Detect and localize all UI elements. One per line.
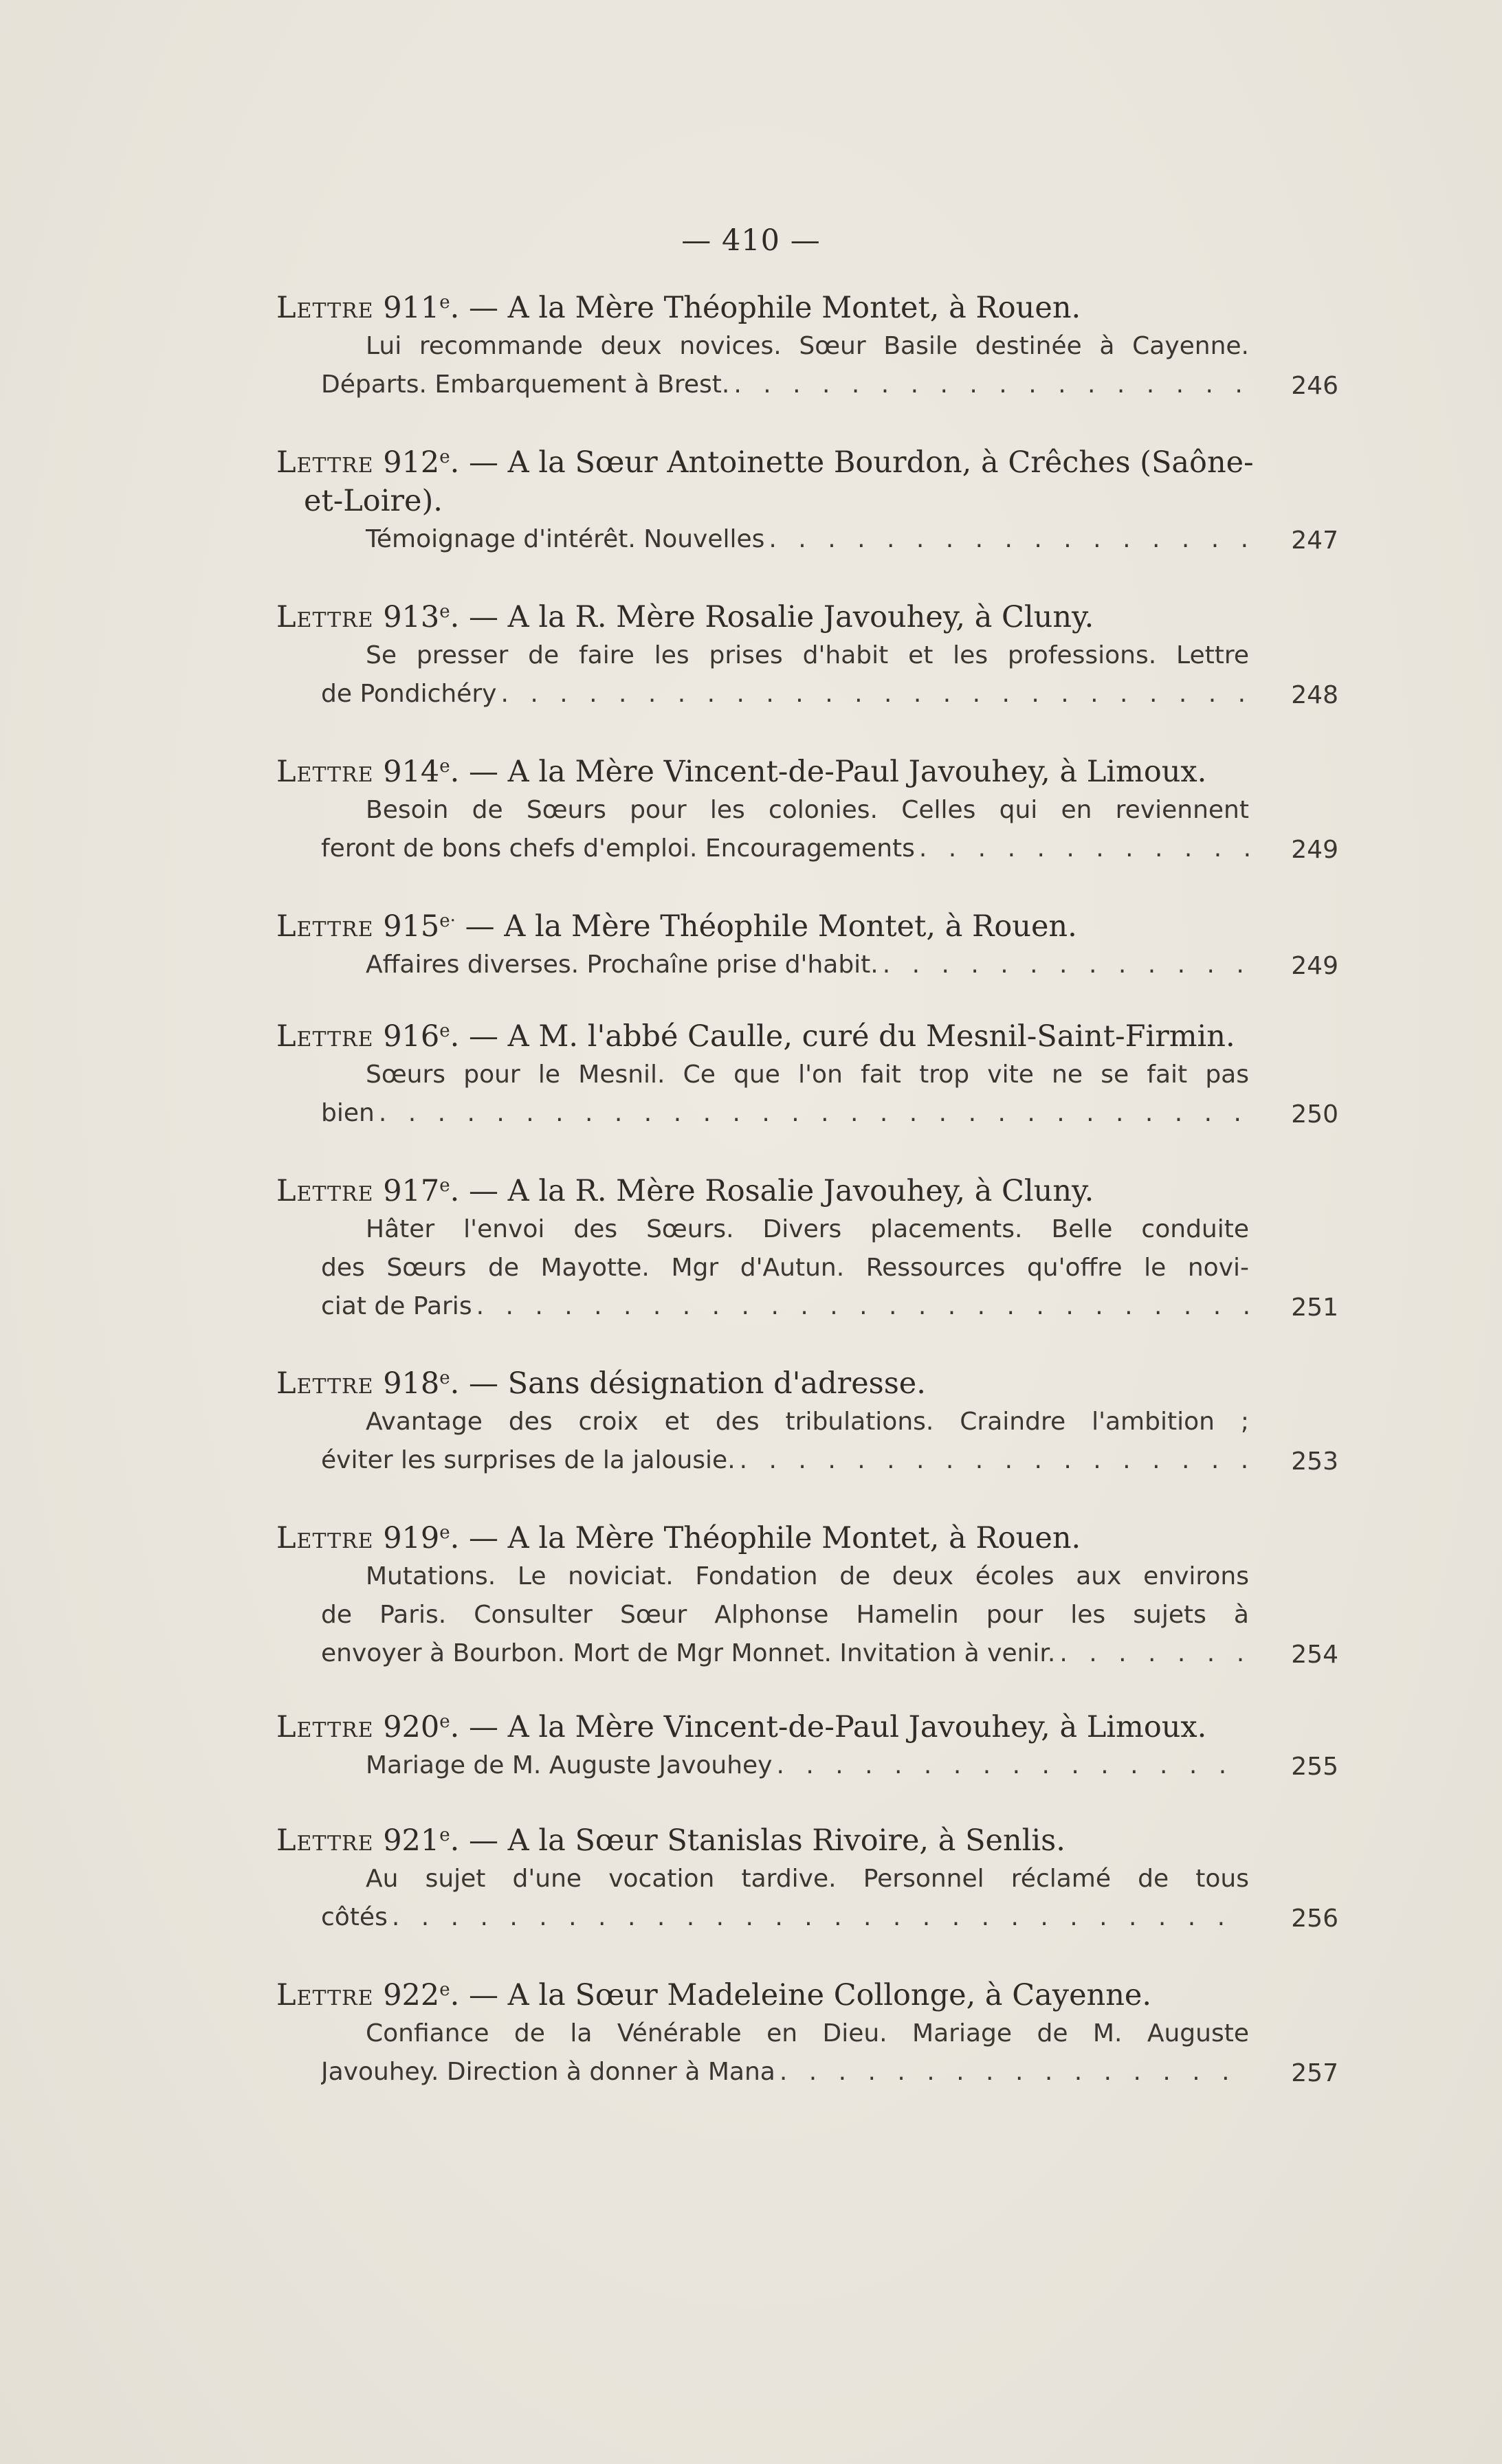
letter-heading [276,1172,1338,1210]
letter-label: Lettre [276,445,374,480]
letter-summary [321,791,1249,868]
toc-entry [276,289,1338,404]
letter-heading [276,1364,1338,1403]
summary-text: Départs. Embarquement à Brest. [321,370,730,399]
letter-summary [321,1403,1249,1480]
toc-entry [276,1364,1338,1480]
letter-number [374,1174,450,1208]
letter-number-suffix: e· [439,911,456,931]
summary-line: de Paris. Consulter Sœur Alphonse Hamelin pour les sujets à [321,1601,1249,1629]
summary-line: Se presser de faire les prises d'habit et les professions. Lettre [366,641,1249,669]
letter-number-value: 915 [383,909,440,944]
page-reference: 256 [1291,1905,1338,1933]
letter-number-suffix: e [439,1979,450,2000]
letter-number-value: 914 [383,755,440,789]
summary-last-line [321,1746,1249,1785]
summary-last-line [321,1441,1249,1480]
letter-number [374,1710,450,1744]
letter-recipient: . — A la Mère Vincent-de-Paul Javouhey, à Limoux. [450,1710,1207,1744]
letter-recipient: . — A la R. Mère Rosalie Javouhey, à Cluny. [450,1174,1094,1208]
letter-summary [321,946,1249,984]
letter-heading [276,289,1338,327]
letter-number-value: 913 [383,600,440,634]
letter-number [374,1019,450,1054]
letter-recipient: . — A la Sœur Antoinette Bourdon, à Crêches (Saône- [450,445,1254,480]
dot-leader [392,1898,1249,1937]
letter-number [374,1978,450,2012]
dot-leader [919,830,1249,868]
letter-number-value: 916 [383,1019,440,1054]
toc-entry [276,753,1338,868]
letter-label: Lettre [276,755,374,789]
summary-last-line [321,2053,1249,2091]
letter-summary [321,1056,1249,1133]
page-reference: 255 [1291,1753,1338,1781]
letter-label: Lettre [276,600,374,634]
dot-leader [740,1441,1249,1480]
letter-label: Lettre [276,1521,374,1555]
letter-heading [276,1017,1338,1056]
summary-last-line [321,1094,1249,1133]
letter-label: Lettre [276,1174,374,1208]
letter-heading [276,907,1338,946]
letter-number-suffix: e [439,1175,450,1196]
letter-heading [276,1976,1338,2015]
summary-line: Besoin de Sœurs pour les colonies. Celles qui en reviennent [366,796,1249,824]
summary-last-line [321,946,1249,984]
letter-number [374,445,450,480]
letter-heading [276,443,1338,520]
letter-label: Lettre [276,1710,374,1744]
letter-heading [276,598,1338,636]
toc-entry [276,1017,1338,1133]
summary-text: envoyer à Bourbon. Mort de Mgr Monnet. Invitation à venir. [321,1639,1056,1667]
summary-text: feront de bons chefs d'emploi. Encouragements [321,834,915,863]
toc-entry [276,1519,1338,1673]
letter-number-suffix: e [439,1021,450,1041]
summary-text: Javouhey. Direction à donner à Mana [321,2058,775,2086]
summary-last-line [321,830,1249,868]
summary-text: Affaires diverses. Prochaîne prise d'habit. [366,951,879,979]
letter-number [374,755,450,789]
letter-number [374,600,450,634]
dot-leader [733,366,1249,404]
letter-label: Lettre [276,291,374,325]
toc-entry [276,443,1338,559]
letter-number-value: 918 [383,1366,440,1401]
page-reference: 251 [1291,1294,1338,1322]
page-number: — 410 — [681,223,821,258]
letter-number-value: 922 [383,1978,440,2012]
letter-label: Lettre [276,1978,374,2012]
page-reference: 253 [1291,1447,1338,1476]
letter-summary [321,1557,1249,1673]
letter-summary [321,1210,1249,1326]
letter-summary [321,2015,1249,2091]
letter-recipient: . — A la Sœur Stanislas Rivoire, à Senlis. [450,1823,1065,1858]
summary-last-line [321,1287,1249,1326]
letter-number [374,1521,450,1555]
summary-line: Avantage des croix et des tribulations. Craindre l'ambition ; [366,1408,1249,1436]
letter-recipient: . — A la Mère Théophile Montet, à Rouen. [450,291,1081,325]
letter-number-suffix: e [439,292,450,313]
toc-entry [276,1976,1338,2091]
letter-label: Lettre [276,1823,374,1858]
letter-recipient: . — A la Sœur Madeleine Collonge, à Cayenne. [450,1978,1152,2012]
summary-text: éviter les surprises de la jalousie. [321,1446,736,1474]
letter-summary [321,520,1249,559]
page-reference: 250 [1291,1100,1338,1129]
letter-number [374,1366,450,1401]
letter-recipient-continued: et-Loire). [304,484,443,518]
summary-last-line [321,366,1249,404]
letter-number-suffix: e [439,1522,450,1543]
dot-leader [379,1094,1249,1133]
page-reference: 249 [1291,836,1338,864]
letter-summary [321,1746,1249,1785]
toc-entry [276,598,1338,713]
letter-number-suffix: e [439,1825,450,1845]
letter-number-suffix: e [439,756,450,777]
dot-leader [777,1746,1250,1785]
letter-recipient: . — A la Mère Théophile Montet, à Rouen. [450,1521,1081,1555]
letter-number-value: 919 [383,1521,440,1555]
letter-heading [276,1708,1338,1746]
summary-text: bien [321,1099,375,1127]
summary-text: Mariage de M. Auguste Javouhey [366,1751,773,1779]
letter-label: Lettre [276,1019,374,1054]
letter-recipient: . — A la R. Mère Rosalie Javouhey, à Cluny. [450,600,1094,634]
summary-last-line [321,1634,1249,1673]
letter-number-value: 920 [383,1710,440,1744]
letter-number-suffix: e [439,1711,450,1732]
toc-entry [276,1821,1338,1937]
letter-summary [321,636,1249,713]
dot-leader [883,946,1249,984]
summary-line: des Sœurs de Mayotte. Mgr d'Autun. Ressources qu'offre le novi- [321,1254,1249,1282]
letter-number-suffix: e [439,1368,450,1388]
dot-leader [476,1287,1249,1326]
letter-number-suffix: e [439,601,450,622]
dot-leader [769,520,1249,559]
page-reference: 248 [1291,681,1338,709]
summary-text: Témoignage d'intérêt. Nouvelles [366,525,765,553]
page-reference: 247 [1291,526,1338,555]
summary-line: Sœurs pour le Mesnil. Ce que l'on fait trop vite ne se fait pas [366,1061,1249,1089]
letter-label: Lettre [276,909,374,944]
toc-entry [276,1708,1338,1785]
summary-last-line [321,1898,1249,1937]
letter-number-suffix: e [439,447,450,467]
letter-recipient: . — A la Mère Vincent-de-Paul Javouhey, à Limoux. [450,755,1207,789]
toc-entry [276,1172,1338,1326]
page-reference: 249 [1291,952,1338,980]
summary-text: de Pondichéry [321,680,497,708]
dot-leader [1059,1634,1249,1673]
letter-heading [276,1821,1338,1860]
letter-label: Lettre [276,1366,374,1401]
letter-number [374,1823,450,1858]
letter-number [374,909,456,944]
page-reference: 257 [1291,2059,1338,2087]
letter-recipient: . — Sans désignation d'adresse. [450,1366,926,1401]
summary-last-line [321,520,1249,559]
letter-heading [276,1519,1338,1557]
summary-line: Confiance de la Vénérable en Dieu. Mariage de M. Auguste [366,2019,1249,2047]
summary-text: côtés [321,1903,388,1931]
letter-number-value: 921 [383,1823,440,1858]
letter-number [374,291,450,325]
letter-summary [321,1860,1249,1937]
toc-entry [276,907,1338,984]
summary-line: Hâter l'envoi des Sœurs. Divers placements. Belle conduite [366,1215,1249,1243]
letter-recipient: — A la Mère Théophile Montet, à Rouen. [455,909,1077,944]
summary-line: Lui recommande deux novices. Sœur Basile destinée à Cayenne. [366,332,1249,360]
letter-recipient: . — A M. l'abbé Caulle, curé du Mesnil-Saint-Firmin. [450,1019,1235,1054]
summary-text: ciat de Paris [321,1292,472,1320]
letter-number-value: 911 [383,291,440,325]
dot-leader [500,675,1249,713]
summary-last-line [321,675,1249,713]
letter-number-value: 912 [383,445,440,480]
letter-heading [276,753,1338,791]
page-reference: 254 [1291,1641,1338,1669]
letter-number-value: 917 [383,1174,440,1208]
summary-line: Au sujet d'une vocation tardive. Personnel réclamé de tous [366,1865,1249,1893]
dot-leader [780,2053,1249,2091]
page-reference: 246 [1291,372,1338,400]
summary-line: Mutations. Le noviciat. Fondation de deux écoles aux environs [366,1562,1249,1590]
letter-summary [321,327,1249,404]
